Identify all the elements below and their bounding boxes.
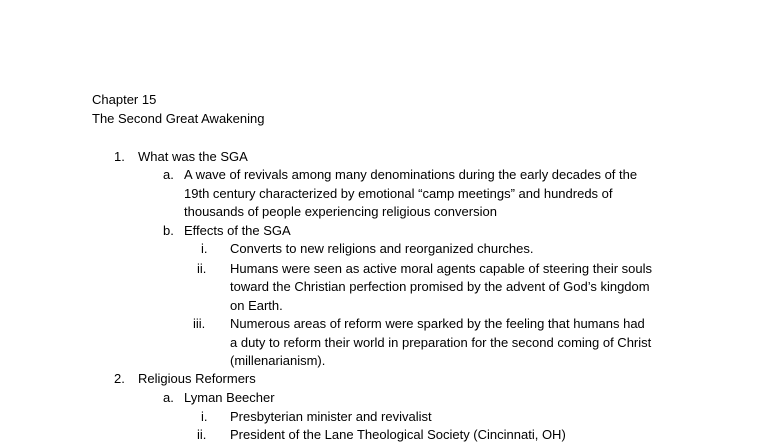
list-marker: 2. <box>114 371 125 386</box>
list-item-label: Effects of the SGA <box>184 223 291 238</box>
list-item-text: Presbyterian minister and revivalist <box>230 409 432 424</box>
list-item-text: Humans were seen as active moral agents capable of steering their souls <box>230 261 652 276</box>
list-item-text: 19th century characterized by emotional “camp meetings” and hundreds of <box>184 186 613 201</box>
list-item-label: Lyman Beecher <box>184 390 275 405</box>
list-marker: b. <box>163 223 174 238</box>
list-item-text: Numerous areas of reform were sparked by the feeling that humans had <box>230 316 645 331</box>
list-item-text: on Earth. <box>230 298 283 313</box>
list-marker: a. <box>163 167 174 182</box>
list-item-text: thousands of people experiencing religious conversion <box>184 204 497 219</box>
list-marker: i. <box>201 409 208 424</box>
list-marker: iii. <box>193 316 206 331</box>
list-marker: ii. <box>197 261 207 276</box>
list-marker: 1. <box>114 149 125 164</box>
list-item-text: toward the Christian perfection promised by the advent of God’s kingdom <box>230 279 650 294</box>
list-item-text: A wave of revivals among many denominations during the early decades of the <box>184 167 638 182</box>
list-marker: a. <box>163 390 174 405</box>
list-marker: i. <box>201 241 208 256</box>
list-item-text: President of the Lane Theological Society (Cincinnati, OH) <box>230 427 566 442</box>
chapter-heading: Chapter 15 <box>92 92 157 107</box>
list-item-text: (millenarianism). <box>230 353 326 368</box>
list-item-label: Religious Reformers <box>138 371 256 386</box>
list-marker: ii. <box>197 427 207 442</box>
list-item-text: a duty to reform their world in preparation for the second coming of Christ <box>230 335 652 350</box>
chapter-title: The Second Great Awakening <box>92 111 265 126</box>
list-item-label: What was the SGA <box>138 149 248 164</box>
list-item-text: Converts to new religions and reorganized churches. <box>230 241 534 256</box>
